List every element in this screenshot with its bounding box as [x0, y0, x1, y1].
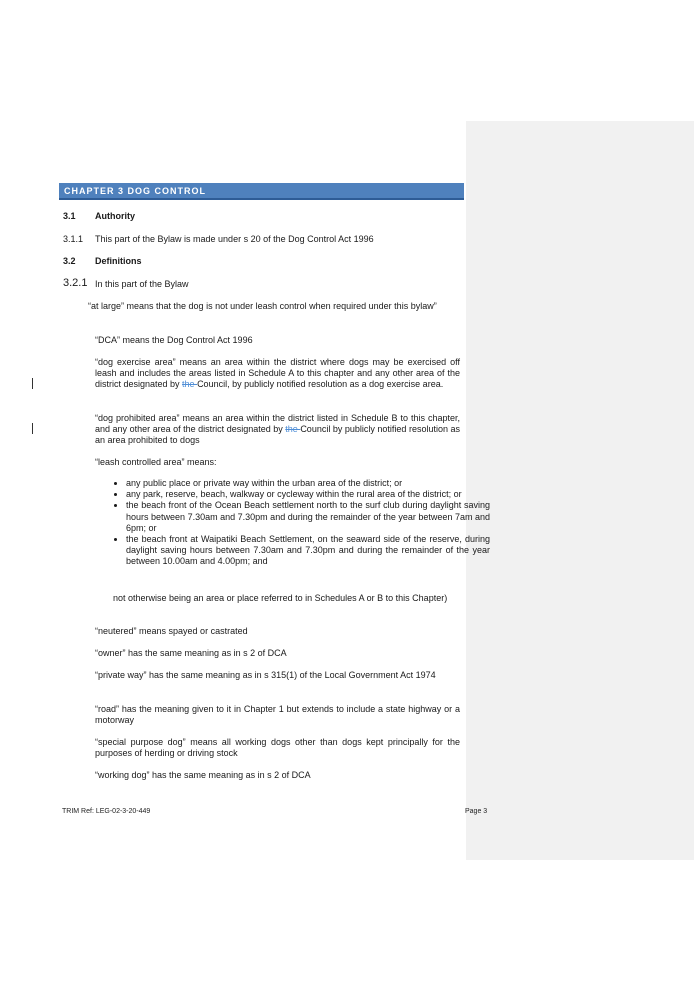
comment-margin-pane	[466, 121, 694, 860]
definition-special-purpose-dog: “special purpose dog” means all working dogs other than dogs kept principally for the purposes of herding or driving stock	[95, 737, 460, 759]
leash-area-tail: not otherwise being an area or place referred to in Schedules A or B to this Chapter)	[113, 593, 448, 603]
tracked-deletion: the	[285, 424, 301, 435]
definition-owner: “owner” has the same meaning as in s 2 of DCA	[95, 648, 287, 658]
chapter-heading: CHAPTER 3 DOG CONTROL	[59, 183, 464, 200]
section-number: 3.2	[63, 256, 76, 266]
definition-leash-controlled-area: “leash controlled area” means:	[95, 457, 217, 467]
clause-text: In this part of the Bylaw	[95, 279, 189, 289]
definition-neutered: “neutered” means spayed or castrated	[95, 626, 248, 636]
change-bar	[32, 423, 33, 434]
list-item: • any park, reserve, beach, walkway or cycleway within the rural area of the district; or	[126, 489, 490, 500]
tracked-deletion: the	[182, 379, 198, 390]
footer-trim-ref: TRIM Ref: LEG-02-3-20-449	[62, 808, 151, 815]
section-number: 3.1	[63, 211, 76, 221]
definition-road: “road” has the meaning given to it in Chapter 1 but extends to include a state highway or a motorway	[95, 704, 460, 726]
clause-number: 3.1.1	[63, 234, 84, 244]
footer-page-number: Page 3	[465, 808, 488, 815]
definition-at-large: “at large” means that the dog is not under leash control when required under this bylaw”	[88, 301, 437, 311]
change-bar	[32, 378, 33, 389]
section-title: Authority	[95, 211, 135, 221]
list-item: • the beach front at Waipatiki Beach Settlement, on the seaward side of the reserve, during daylight saving hours between 7.30am and 7.30pm and during the remainder of the year between 10.00am and 4.00pm; and	[126, 534, 490, 568]
leash-area-list	[96, 478, 490, 568]
definition-dca: “DCA” means the Dog Control Act 1996	[95, 335, 253, 345]
clause-number: 3.2.1	[63, 277, 88, 289]
definition-working-dog: “working dog” has the same meaning as in s 2 of DCA	[95, 770, 311, 780]
clause-text: This part of the Bylaw is made under s 20 of the Dog Control Act 1996	[95, 234, 374, 244]
definition-dog-prohibited-area: “dog prohibited area” means an area within the district listed in Schedule B to this chapter, and any other area of the district designated by the Council by publicly notified resolution as an area prohibited to dogs	[95, 413, 460, 446]
section-title: Definitions	[95, 256, 142, 266]
definition-dog-exercise-area: “dog exercise area” means an area within the district where dogs may be exercised off leash and includes the areas listed in Schedule A to this chapter and any other area of the district designated by the Council, by publicly notified resolution as a dog exercise area.	[95, 357, 460, 390]
list-item: • any public place or private way within the urban area of the district; or	[126, 478, 490, 489]
definition-private-way: “private way” has the same meaning as in s 315(1) of the Local Government Act 1974	[95, 670, 436, 680]
list-item: • the beach front of the Ocean Beach settlement north to the surf club during daylight saving hours between 7.30am and 7.30pm and during the remainder of the year between 7am and 6pm; or	[126, 500, 490, 534]
